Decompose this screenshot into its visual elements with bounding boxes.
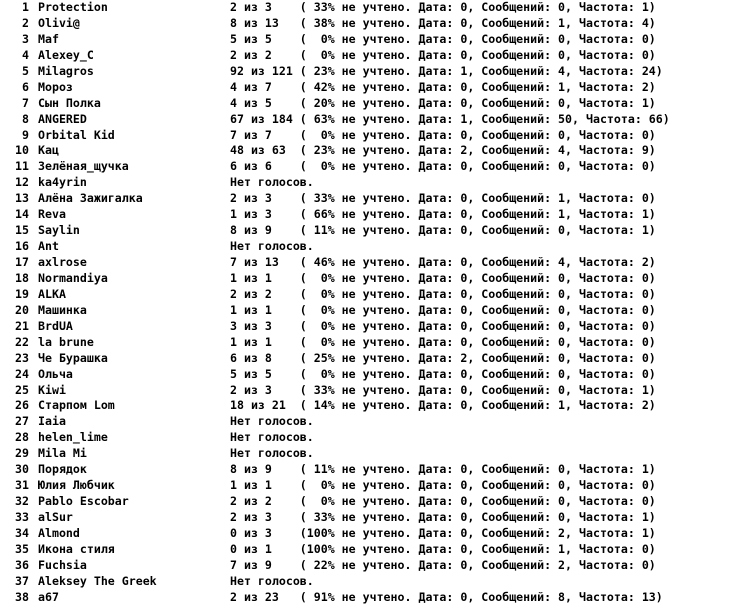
user-name: la brune — [38, 334, 94, 349]
user-name: helen_lime — [38, 430, 108, 445]
list-item — [0, 446, 734, 462]
list-item — [0, 255, 734, 271]
vote-stats: 7 из 9 ( 22% не учтено. Дата: 0, Сообщений: 2, Частота: 0) — [230, 557, 656, 572]
list-item — [0, 383, 734, 399]
vote-stats: 2 из 2 ( 0% не учтено. Дата: 0, Сообщений: 0, Частота: 0) — [230, 286, 656, 301]
user-name: Кац — [38, 143, 59, 158]
vote-stats: 2 из 23 ( 91% не учтено. Дата: 0, Сообщений: 8, Частота: 13) — [230, 589, 663, 604]
list-item — [0, 558, 734, 574]
user-name: Almond — [38, 525, 80, 540]
row-number: 35 — [15, 541, 29, 556]
user-name: Че Бурашка — [38, 350, 108, 365]
vote-stats: 2 из 2 ( 0% не учтено. Дата: 0, Сообщений: 0, Частота: 0) — [230, 494, 656, 509]
list-item — [0, 48, 734, 64]
user-name: Икона стиля — [38, 541, 115, 556]
user-name: Normandiya — [38, 270, 108, 285]
row-number: 14 — [15, 207, 29, 222]
vote-stats: 67 из 184 ( 63% не учтено. Дата: 1, Сообщений: 50, Частота: 66) — [230, 111, 670, 126]
row-number: 11 — [15, 159, 29, 174]
list-item — [0, 239, 734, 255]
list-item — [0, 351, 734, 367]
vote-stats: 1 из 1 ( 0% не учтено. Дата: 0, Сообщений: 0, Частота: 0) — [230, 270, 656, 285]
user-name: Maf — [38, 31, 59, 46]
list-item — [0, 414, 734, 430]
row-number: 16 — [15, 239, 29, 254]
list-item — [0, 80, 734, 96]
vote-stats: 0 из 3 (100% не учтено. Дата: 0, Сообщений: 2, Частота: 1) — [230, 525, 656, 540]
vote-stats: 8 из 9 ( 11% не учтено. Дата: 0, Сообщений: 0, Частота: 1) — [230, 223, 656, 238]
user-name: Порядок — [38, 462, 87, 477]
user-name: Reva — [38, 207, 66, 222]
row-number: 20 — [15, 302, 29, 317]
row-number: 3 — [22, 31, 29, 46]
user-name: a67 — [38, 589, 59, 604]
vote-stats: 6 из 6 ( 0% не учтено. Дата: 0, Сообщений: 0, Частота: 0) — [230, 159, 656, 174]
list-item — [0, 478, 734, 494]
vote-stats: Нет голосов. — [230, 414, 314, 429]
list-item — [0, 398, 734, 414]
row-number: 12 — [15, 175, 29, 190]
user-name: Milagros — [38, 63, 94, 78]
user-name: Iaia — [38, 414, 66, 429]
list-item — [0, 494, 734, 510]
list-item — [0, 191, 734, 207]
row-number: 38 — [15, 589, 29, 604]
list-item — [0, 143, 734, 159]
row-number: 27 — [15, 414, 29, 429]
user-name: BrdUA — [38, 318, 73, 333]
row-number: 31 — [15, 478, 29, 493]
user-name: Ольча — [38, 366, 73, 381]
list-item — [0, 175, 734, 191]
vote-stats: 2 из 3 ( 33% не учтено. Дата: 0, Сообщений: 1, Частота: 0) — [230, 191, 656, 206]
vote-stats: Нет голосов. — [230, 175, 314, 190]
vote-stats: 2 из 3 ( 33% не учтено. Дата: 0, Сообщений: 0, Частота: 1) — [230, 382, 656, 397]
row-number: 28 — [15, 430, 29, 445]
user-name: Fuchsia — [38, 557, 87, 572]
list-item — [0, 462, 734, 478]
vote-stats: 48 из 63 ( 23% не учтено. Дата: 2, Сообщений: 4, Частота: 9) — [230, 143, 656, 158]
user-name: Aleksey The Greek — [38, 573, 157, 588]
user-name: Alexey_C — [38, 47, 94, 62]
list-item — [0, 430, 734, 446]
vote-stats: Нет голосов. — [230, 573, 314, 588]
list-item — [0, 526, 734, 542]
row-number: 17 — [15, 255, 29, 269]
user-name: Мороз — [38, 79, 73, 94]
vote-stats: Нет голосов. — [230, 239, 314, 254]
list-item — [0, 542, 734, 558]
vote-stats: 1 из 1 ( 0% не учтено. Дата: 0, Сообщений: 0, Частота: 0) — [230, 478, 656, 493]
list-item — [0, 367, 734, 383]
vote-stats: 4 из 5 ( 20% не учтено. Дата: 0, Сообщений: 0, Частота: 1) — [230, 95, 656, 110]
vote-stats: 4 из 7 ( 42% не учтено. Дата: 0, Сообщений: 1, Частота: 2) — [230, 79, 656, 94]
row-number: 34 — [15, 525, 29, 540]
row-number: 2 — [22, 15, 29, 30]
vote-stats: 7 из 13 ( 46% не учтено. Дата: 0, Сообщений: 4, Частота: 2) — [230, 255, 656, 269]
vote-stats: 1 из 1 ( 0% не учтено. Дата: 0, Сообщений: 0, Частота: 0) — [230, 334, 656, 349]
user-name: ANGERED — [38, 111, 87, 126]
list-item — [0, 574, 734, 590]
vote-stats: 6 из 8 ( 25% не учтено. Дата: 2, Сообщений: 0, Частота: 0) — [230, 350, 656, 365]
user-name: Сын Полка — [38, 95, 101, 110]
vote-stats: 2 из 2 ( 0% не учтено. Дата: 0, Сообщений: 0, Частота: 0) — [230, 47, 656, 62]
user-name: Зелёная_щучка — [38, 159, 129, 174]
row-number: 22 — [15, 334, 29, 349]
row-number: 21 — [15, 318, 29, 333]
vote-stats: 3 из 3 ( 0% не учтено. Дата: 0, Сообщений: 0, Частота: 0) — [230, 318, 656, 333]
user-name: Olivi@ — [38, 15, 80, 30]
row-number: 9 — [22, 127, 29, 142]
vote-stats: Нет голосов. — [230, 430, 314, 445]
row-number: 19 — [15, 286, 29, 301]
list-item — [0, 287, 734, 303]
list-item — [0, 112, 734, 128]
row-number: 24 — [15, 366, 29, 381]
user-name: Kiwi — [38, 382, 66, 397]
user-name: Старпом Lom — [38, 398, 115, 413]
user-name: Protection — [38, 0, 108, 14]
vote-stats: 2 из 3 ( 33% не учтено. Дата: 0, Сообщений: 0, Частота: 1) — [230, 510, 656, 524]
list-item — [0, 32, 734, 48]
list-item — [0, 271, 734, 287]
vote-stats: 5 из 5 ( 0% не учтено. Дата: 0, Сообщений: 0, Частота: 0) — [230, 366, 656, 381]
user-name: Saylin — [38, 223, 80, 238]
user-name: Mila Mi — [38, 446, 87, 461]
vote-stats: Нет голосов. — [230, 446, 314, 461]
user-name: ALKA — [38, 286, 66, 301]
user-name: Машинка — [38, 302, 87, 317]
vote-stats: 2 из 3 ( 33% не учтено. Дата: 0, Сообщений: 0, Частота: 1) — [230, 0, 656, 14]
vote-stats: 1 из 1 ( 0% не учтено. Дата: 0, Сообщений: 0, Частота: 0) — [230, 302, 656, 317]
row-number: 33 — [15, 510, 29, 524]
row-number: 4 — [22, 47, 29, 62]
vote-stats: 18 из 21 ( 14% не учтено. Дата: 0, Сообщений: 1, Частота: 2) — [230, 398, 656, 413]
vote-stats: 8 из 9 ( 11% не учтено. Дата: 0, Сообщений: 0, Частота: 1) — [230, 462, 656, 477]
row-number: 10 — [15, 143, 29, 158]
user-name: alSur — [38, 510, 73, 524]
user-name: Юлия Любчик — [38, 478, 115, 493]
list-item — [0, 128, 734, 144]
list-item — [0, 0, 734, 16]
row-number: 37 — [15, 573, 29, 588]
row-number: 15 — [15, 223, 29, 238]
row-number: 18 — [15, 270, 29, 285]
row-number: 1 — [22, 0, 29, 14]
row-number: 26 — [15, 398, 29, 413]
user-name: Ant — [38, 239, 59, 254]
list-item — [0, 96, 734, 112]
list-item — [0, 207, 734, 223]
vote-stats: 8 из 13 ( 38% не учтено. Дата: 0, Сообщений: 1, Частота: 4) — [230, 15, 656, 30]
row-number: 5 — [22, 63, 29, 78]
vote-stats: 5 из 5 ( 0% не учтено. Дата: 0, Сообщений: 0, Частота: 0) — [230, 31, 656, 46]
row-number: 32 — [15, 494, 29, 509]
row-number: 36 — [15, 557, 29, 572]
list-item — [0, 335, 734, 351]
vote-stats: 1 из 3 ( 66% не учтено. Дата: 0, Сообщений: 1, Частота: 1) — [230, 207, 656, 222]
list-item — [0, 319, 734, 335]
vote-stats: 0 из 1 (100% не учтено. Дата: 0, Сообщений: 1, Частота: 0) — [230, 541, 656, 556]
row-number: 25 — [15, 382, 29, 397]
row-number: 23 — [15, 350, 29, 365]
row-number: 29 — [15, 446, 29, 461]
user-name: axlrose — [38, 255, 87, 269]
user-name: Orbital Kid — [38, 127, 115, 142]
user-name: Pablo Escobar — [38, 494, 129, 509]
list-item — [0, 64, 734, 80]
list-item — [0, 510, 734, 526]
row-number: 7 — [22, 95, 29, 110]
list-item — [0, 303, 734, 319]
user-name: Алёна Зажигалка — [38, 191, 143, 206]
row-number: 30 — [15, 462, 29, 477]
list-item — [0, 590, 734, 606]
user-name: ka4yrin — [38, 175, 87, 190]
row-number: 8 — [22, 111, 29, 126]
row-number: 6 — [22, 79, 29, 94]
row-number: 13 — [15, 191, 29, 206]
list-item — [0, 159, 734, 175]
vote-stats: 7 из 7 ( 0% не учтено. Дата: 0, Сообщений: 0, Частота: 0) — [230, 127, 656, 142]
vote-stats: 92 из 121 ( 23% не учтено. Дата: 1, Сообщений: 4, Частота: 24) — [230, 63, 663, 78]
list-item — [0, 16, 734, 32]
list-item — [0, 223, 734, 239]
